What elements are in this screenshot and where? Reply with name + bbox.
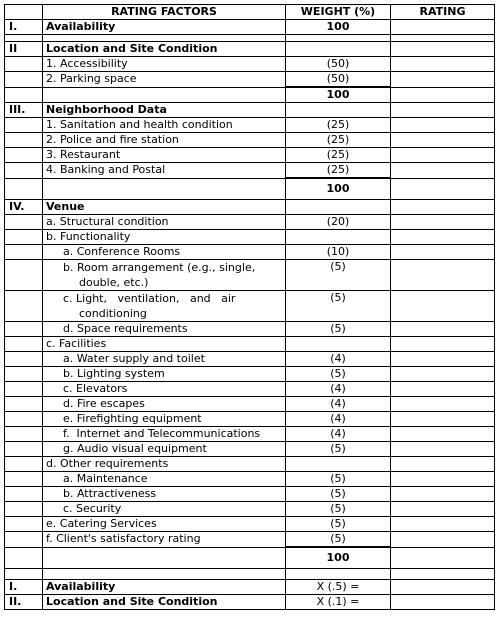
item-weight: (5) [286, 322, 391, 337]
rating-cell[interactable] [391, 118, 495, 133]
rating-document [4, 4, 493, 610]
rating-cell[interactable] [391, 337, 495, 352]
rating-cell[interactable] [391, 42, 495, 57]
table-row [5, 412, 495, 427]
section-title: Location and Site Condition [43, 595, 286, 610]
rating-cell[interactable] [391, 87, 495, 103]
rating-cell[interactable] [391, 245, 495, 260]
item-label: d. Other requirements [43, 457, 286, 472]
table-row [5, 382, 495, 397]
table-row [5, 337, 495, 352]
rating-cell[interactable] [391, 442, 495, 457]
table-row [5, 148, 495, 163]
rating-cell[interactable] [391, 148, 495, 163]
section-title: Location and Site Condition [43, 42, 286, 57]
item-label: d. Fire escapes [43, 397, 286, 412]
item-label: c. Facilities [43, 337, 286, 352]
rating-cell[interactable] [391, 260, 495, 291]
section-total: 100 [286, 87, 391, 103]
table-row [5, 367, 495, 382]
rating-factors-table [4, 4, 495, 610]
item-label: 4. Banking and Postal [43, 163, 286, 179]
item-weight: (5) [286, 472, 391, 487]
rating-cell[interactable] [391, 291, 495, 322]
subtotal-row [5, 87, 495, 103]
section-number: I. [5, 20, 43, 35]
section-venue-row [5, 200, 495, 215]
rating-cell[interactable] [391, 230, 495, 245]
rating-cell[interactable] [391, 502, 495, 517]
item-weight: (5) [286, 291, 391, 322]
item-label: e. Catering Services [43, 517, 286, 532]
item-label: c. Security [43, 502, 286, 517]
section-weight: 100 [286, 20, 391, 35]
item-weight: (50) [286, 57, 391, 72]
rating-cell[interactable] [391, 595, 495, 610]
table-row [5, 163, 495, 179]
rating-cell[interactable] [391, 103, 495, 118]
rating-cell[interactable] [391, 532, 495, 548]
item-label: 2. Parking space [43, 72, 286, 88]
rating-cell[interactable] [391, 163, 495, 179]
item-weight: (4) [286, 382, 391, 397]
section-total: 100 [286, 178, 391, 200]
item-weight: (25) [286, 118, 391, 133]
rating-cell[interactable] [391, 472, 495, 487]
rating-cell[interactable] [391, 133, 495, 148]
section-number: IV. [5, 200, 43, 215]
item-label: c. Elevators [43, 382, 286, 397]
table-row [5, 517, 495, 532]
subtotal-row [5, 547, 495, 569]
summary-row [5, 580, 495, 595]
item-weight: (4) [286, 427, 391, 442]
rating-cell[interactable] [391, 427, 495, 442]
header-rating-factors: RATING FACTORS [43, 5, 286, 20]
section-title: Availability [43, 580, 286, 595]
table-row [5, 397, 495, 412]
header-weight: WEIGHT (%) [286, 5, 391, 20]
table-row [5, 457, 495, 472]
rating-cell[interactable] [391, 487, 495, 502]
rating-cell[interactable] [391, 72, 495, 88]
table-row [5, 245, 495, 260]
table-row [5, 472, 495, 487]
item-weight: (5) [286, 502, 391, 517]
item-weight: (5) [286, 517, 391, 532]
item-label: f. Internet and Telecommunications [43, 427, 286, 442]
section-neighborhood-row [5, 103, 495, 118]
rating-cell[interactable] [391, 547, 495, 569]
section-location-row [5, 42, 495, 57]
item-weight: (50) [286, 72, 391, 88]
item-label: e. Firefighting equipment [43, 412, 286, 427]
summary-row [5, 595, 495, 610]
table-row [5, 532, 495, 548]
rating-cell[interactable] [391, 178, 495, 200]
table-row [5, 230, 495, 245]
header-rating: RATING [391, 5, 495, 20]
subtotal-row [5, 178, 495, 200]
rating-cell[interactable] [391, 412, 495, 427]
table-row [5, 352, 495, 367]
item-label: f. Client's satisfactory rating [43, 532, 286, 548]
section-number: I. [5, 580, 43, 595]
table-row [5, 322, 495, 337]
item-weight: (5) [286, 367, 391, 382]
section-number: III. [5, 103, 43, 118]
table-row [5, 215, 495, 230]
item-weight: (25) [286, 163, 391, 179]
table-row [5, 260, 495, 291]
section-number: II [5, 42, 43, 57]
item-label: d. Space requirements [43, 322, 286, 337]
item-weight: (5) [286, 260, 391, 291]
item-label: 1. Sanitation and health condition [43, 118, 286, 133]
table-row [5, 133, 495, 148]
rating-cell[interactable] [391, 20, 495, 35]
rating-cell[interactable] [391, 215, 495, 230]
summary-formula: X (.1) = [286, 595, 391, 610]
item-label: a. Water supply and toilet [43, 352, 286, 367]
header-number-cell [5, 5, 43, 20]
item-weight: (4) [286, 352, 391, 367]
item-weight: (5) [286, 442, 391, 457]
item-label-multiline [43, 291, 286, 322]
rating-cell[interactable] [391, 322, 495, 337]
section-title: Availability [43, 20, 286, 35]
table-row [5, 427, 495, 442]
item-label: a. Structural condition [43, 215, 286, 230]
item-label: a. Conference Rooms [43, 245, 286, 260]
item-weight: (5) [286, 532, 391, 548]
item-label-multiline [43, 260, 286, 291]
item-label: b. Room arrangement (e.g., single, [63, 261, 256, 274]
table-row [5, 72, 495, 88]
section-title: Neighborhood Data [43, 103, 286, 118]
table-row [5, 502, 495, 517]
item-label: g. Audio visual equipment [43, 442, 286, 457]
item-label: 3. Restaurant [43, 148, 286, 163]
table-row [5, 487, 495, 502]
item-label: 1. Accessibility [43, 57, 286, 72]
item-label-continued: double, etc.) [79, 276, 149, 289]
table-header-row [5, 5, 495, 20]
item-label: 2. Police and fire station [43, 133, 286, 148]
rating-cell[interactable] [391, 457, 495, 472]
rating-cell[interactable] [391, 57, 495, 72]
item-weight: (4) [286, 397, 391, 412]
item-weight: (4) [286, 412, 391, 427]
table-row [5, 57, 495, 72]
rating-cell[interactable] [391, 397, 495, 412]
item-label: b. Functionality [43, 230, 286, 245]
table-row [5, 442, 495, 457]
spacer-row [5, 35, 495, 42]
rating-cell[interactable] [391, 517, 495, 532]
item-label: a. Maintenance [43, 472, 286, 487]
item-label: c. Light, ventilation, and air [63, 292, 236, 305]
section-title: Venue [43, 200, 286, 215]
rating-cell[interactable] [391, 580, 495, 595]
section-availability-row [5, 20, 495, 35]
table-row [5, 291, 495, 322]
item-label: b. Lighting system [43, 367, 286, 382]
item-weight: (10) [286, 245, 391, 260]
item-weight: (25) [286, 148, 391, 163]
rating-cell[interactable] [391, 352, 495, 367]
table-row [5, 118, 495, 133]
item-weight: (25) [286, 133, 391, 148]
section-total: 100 [286, 547, 391, 569]
section-number: II. [5, 595, 43, 610]
summary-formula: X (.5) = [286, 580, 391, 595]
spacer-row [5, 569, 495, 580]
item-label-continued: conditioning [79, 307, 147, 320]
item-weight: (5) [286, 487, 391, 502]
item-label: b. Attractiveness [43, 487, 286, 502]
rating-cell[interactable] [391, 367, 495, 382]
rating-cell[interactable] [391, 382, 495, 397]
rating-cell[interactable] [391, 200, 495, 215]
item-weight: (20) [286, 215, 391, 230]
